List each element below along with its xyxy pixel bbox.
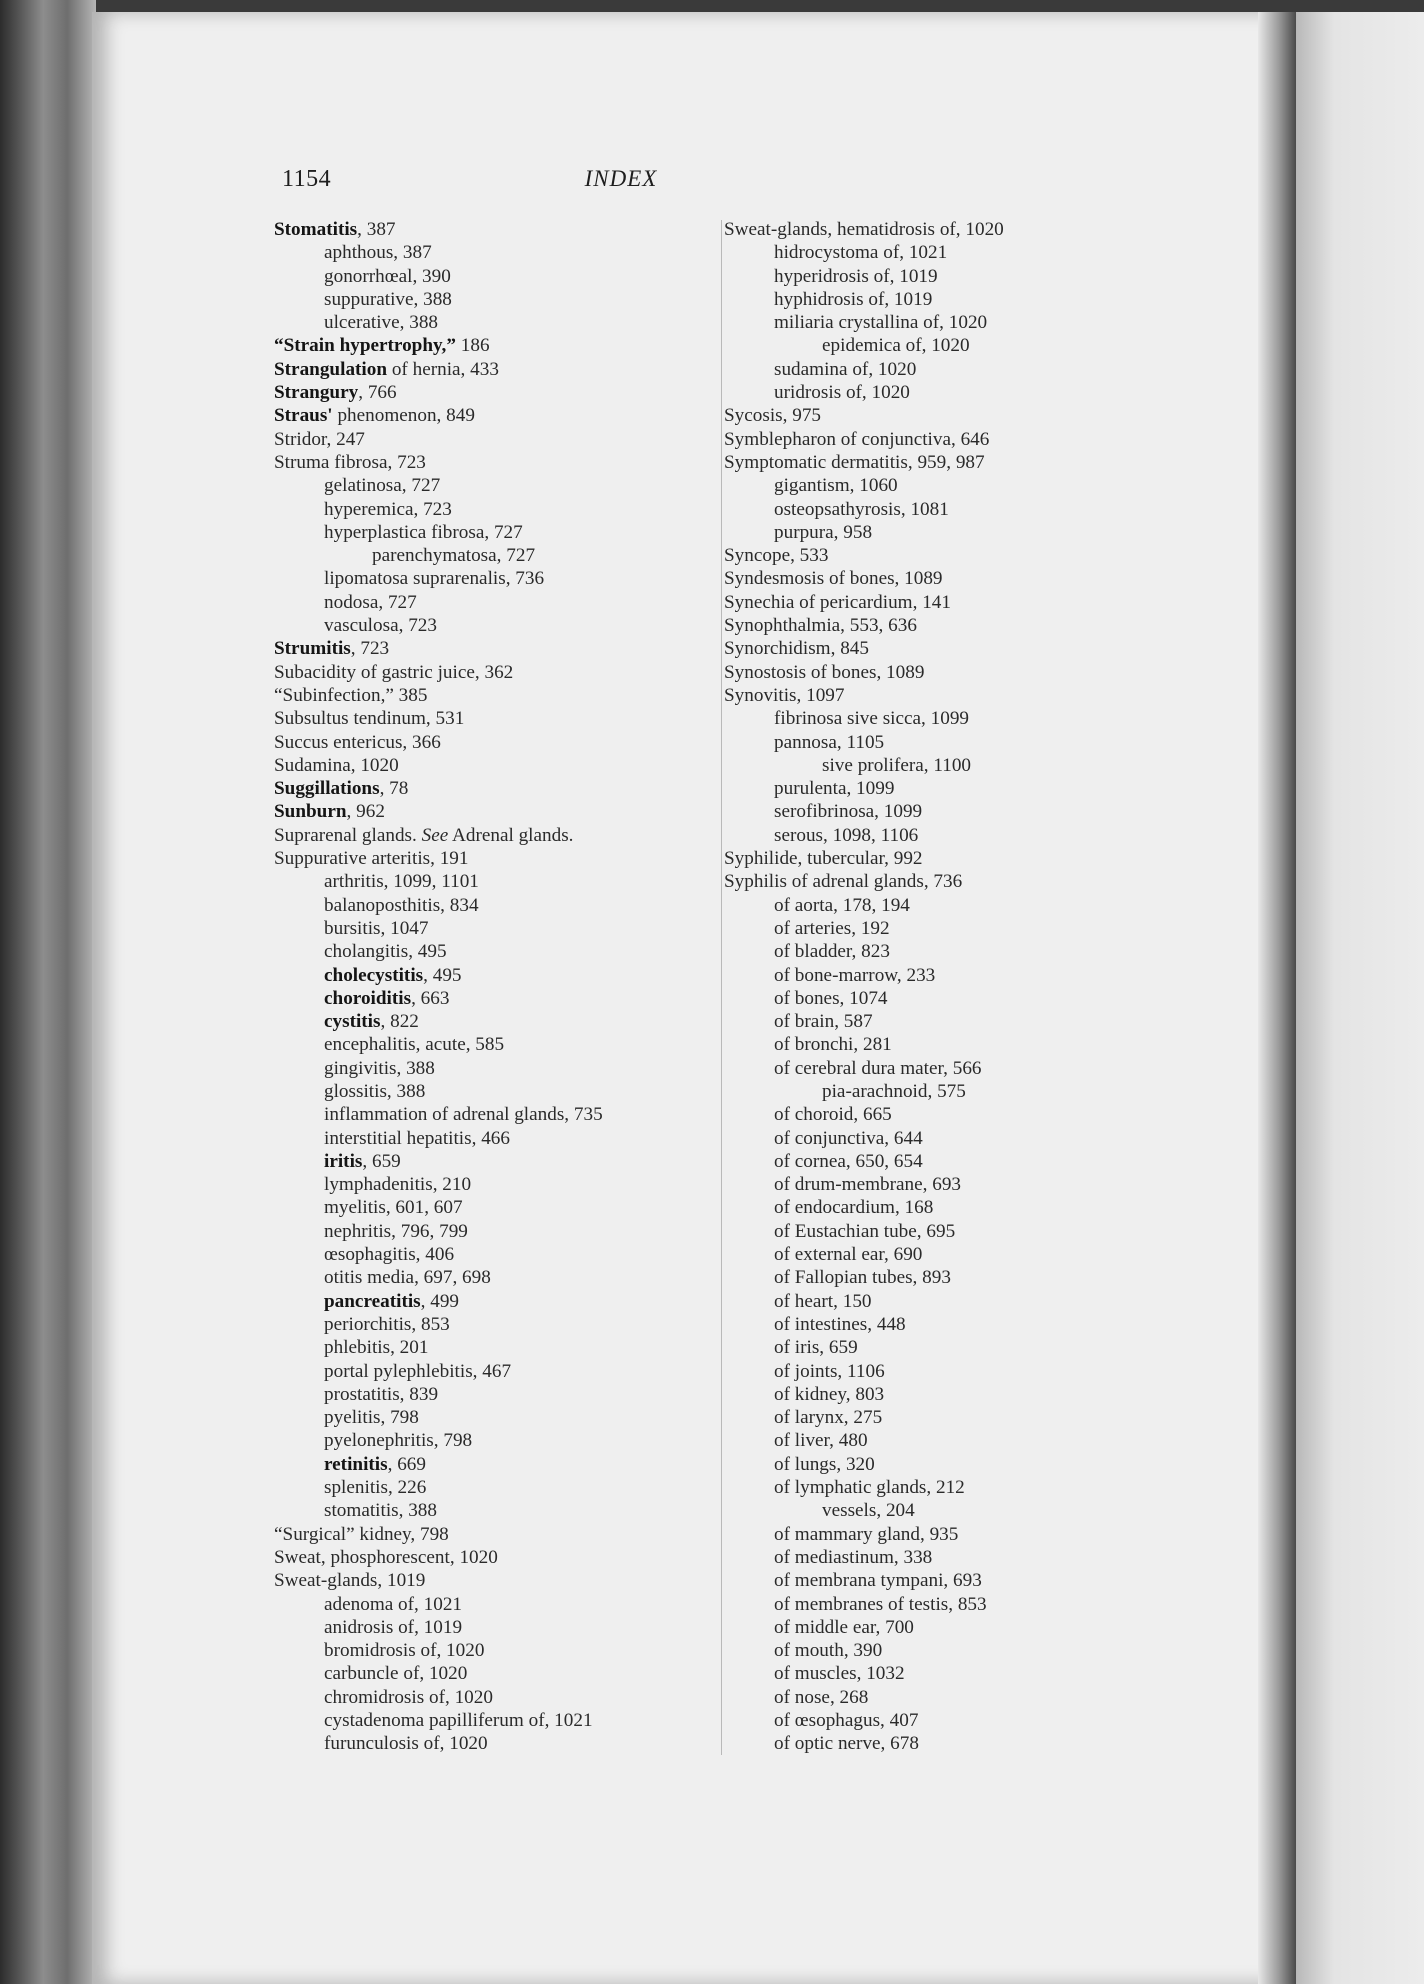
- index-entry-text: phenomenon, 849: [332, 405, 475, 427]
- index-entry-text: nodosa, 727: [324, 591, 417, 613]
- index-entry-text: of choroid, 665: [774, 1104, 892, 1126]
- index-entry: [724, 1033, 1124, 1056]
- index-entry: [274, 777, 714, 800]
- index-entry: [724, 241, 1124, 264]
- index-entry-text: pyelitis, 798: [324, 1407, 419, 1429]
- index-entry-text: uridrosis of, 1020: [774, 382, 910, 404]
- index-entry-text: of joints, 1106: [774, 1360, 885, 1382]
- index-entry-text: of cerebral dura mater, 566: [774, 1057, 982, 1079]
- index-entry: [274, 498, 714, 521]
- index-entry-text: of Fallopian tubes, 893: [774, 1267, 951, 1289]
- index-entry-text: otitis media, 697, 698: [324, 1267, 491, 1289]
- index-entry-heading: Stomatitis: [274, 219, 358, 240]
- index-entry: [274, 451, 714, 474]
- index-entry: [724, 358, 1124, 381]
- index-entry: [724, 964, 1124, 987]
- index-entry: [724, 404, 1124, 427]
- index-entry-text: splenitis, 226: [324, 1477, 427, 1499]
- index-entry: [724, 498, 1124, 521]
- index-entry-heading: pancreatitis: [324, 1290, 421, 1312]
- index-entry-text: stomatitis, 388: [324, 1500, 437, 1522]
- index-entry: [724, 1593, 1124, 1616]
- index-entry-text: of muscles, 1032: [774, 1663, 905, 1685]
- index-entry-text: Syncope, 533: [724, 545, 829, 567]
- index-entry-heading: Sunburn: [274, 801, 347, 823]
- index-entry-text: of membranes of testis, 853: [774, 1593, 987, 1615]
- index-entry-text: lipomatosa suprarenalis, 736: [324, 568, 545, 590]
- index-entry: [274, 917, 714, 940]
- index-entry-text: osteopsathyrosis, 1081: [774, 498, 949, 520]
- index-entry: [724, 218, 1124, 241]
- index-entry: [274, 870, 714, 893]
- index-entry-text: balanoposthitis, 834: [324, 894, 479, 916]
- index-entry: [274, 824, 714, 847]
- index-entry-text: Sweat, phosphorescent, 1020: [274, 1546, 498, 1568]
- index-entry-heading: retinitis: [324, 1453, 388, 1475]
- index-entry: [274, 637, 714, 660]
- index-entry: [724, 451, 1124, 474]
- index-entry-text: of brain, 587: [774, 1011, 873, 1033]
- index-entry-text: Sudamina, 1020: [274, 754, 399, 776]
- index-entry-text: Symptomatic dermatitis, 959, 987: [724, 451, 985, 473]
- index-entry: [274, 358, 714, 381]
- index-entry: [724, 707, 1124, 730]
- index-entry-text: of bladder, 823: [774, 941, 890, 963]
- index-entry-text: Syndesmosis of bones, 1089: [724, 568, 943, 590]
- index-entry-text: of endocardium, 168: [774, 1197, 934, 1219]
- index-entry: [274, 265, 714, 288]
- index-entry-text: cystadenoma papilliferum of, 1021: [324, 1710, 593, 1731]
- index-entry: [724, 1732, 1124, 1755]
- index-entry-text: sudamina of, 1020: [774, 358, 917, 380]
- index-entry-text: Synophthalmia, 553, 636: [724, 615, 917, 637]
- index-entry: [274, 567, 714, 590]
- index-entry-text: glossitis, 388: [324, 1080, 426, 1102]
- index-entry-heading: cystitis: [324, 1011, 381, 1033]
- index-entry-text: of bronchi, 281: [774, 1034, 892, 1056]
- index-entry-text: portal pylephlebitis, 467: [324, 1360, 512, 1382]
- index-entry: [274, 1523, 714, 1546]
- index-entry: [274, 544, 714, 567]
- index-entry: [724, 1686, 1124, 1709]
- index-entry-text: serous, 1098, 1106: [774, 824, 919, 846]
- index-entry: [274, 1383, 714, 1406]
- index-entry: [724, 1196, 1124, 1219]
- index-entry-text: of arteries, 192: [774, 917, 890, 939]
- index-entry: [274, 1546, 714, 1569]
- index-entry-text: , 723: [350, 638, 390, 660]
- index-entry-heading: choroiditis: [324, 987, 412, 1009]
- index-entry-text: purpura, 958: [774, 521, 873, 543]
- index-entry: [274, 334, 714, 357]
- index-entry-text: , 663: [411, 987, 450, 1009]
- index-entry: [724, 1220, 1124, 1243]
- running-head: INDEX: [584, 166, 658, 191]
- index-entry: [724, 1639, 1124, 1662]
- index-entry-text: , 499: [420, 1290, 460, 1312]
- index-entry-text: 186: [455, 335, 490, 357]
- index-entry: [724, 987, 1124, 1010]
- index-entry: [724, 614, 1124, 637]
- index-entry: [274, 1569, 714, 1592]
- index-entry: [274, 1499, 714, 1522]
- index-entry: [724, 1476, 1124, 1499]
- column-rule: [721, 220, 722, 1755]
- page-number: 1154: [282, 166, 332, 192]
- index-entry-text: Subsultus tendinum, 531: [274, 708, 465, 730]
- see-reference: See: [421, 824, 449, 846]
- index-entry-text: of optic nerve, 678: [774, 1733, 919, 1755]
- index-entry-text: of Eustachian tube, 695: [774, 1220, 956, 1242]
- index-entry-text: of nose, 268: [774, 1686, 869, 1708]
- index-entry-heading: Strumitis: [274, 638, 351, 660]
- index-entry: [274, 311, 714, 334]
- index-entry-text: Synostosis of bones, 1089: [724, 661, 925, 683]
- index-entry: [274, 964, 714, 987]
- index-entry: [724, 288, 1124, 311]
- index-entry: [724, 731, 1124, 754]
- index-entry-text: “Subinfection,” 385: [274, 684, 428, 706]
- index-entry: [274, 1220, 714, 1243]
- index-entry-heading: iritis: [324, 1150, 363, 1172]
- index-entry-text: hyperidrosis of, 1019: [774, 265, 938, 287]
- index-entry-text: furunculosis of, 1020: [324, 1733, 488, 1755]
- index-entry: [724, 800, 1124, 823]
- index-entry-text: of conjunctiva, 644: [774, 1127, 923, 1149]
- index-entry: [274, 1593, 714, 1616]
- index-entry-text: of hernia, 433: [387, 358, 499, 380]
- index-entry: [274, 521, 714, 544]
- index-entry-text: interstitial hepatitis, 466: [324, 1127, 510, 1149]
- index-entry-text: Suppurative arteritis, 191: [274, 848, 469, 870]
- index-entry: [724, 777, 1124, 800]
- index-entry-text: of kidney, 803: [774, 1383, 885, 1405]
- index-entry-text: of bone-marrow, 233: [774, 964, 936, 986]
- index-entry-text: bursitis, 1047: [324, 917, 429, 939]
- index-entry-text: Synorchidism, 845: [724, 638, 869, 660]
- index-entry: [724, 1546, 1124, 1569]
- index-entry: [724, 591, 1124, 614]
- index-entry-text: , 659: [362, 1150, 401, 1172]
- index-entry-text: of lungs, 320: [774, 1453, 875, 1475]
- index-entry-text: of intestines, 448: [774, 1313, 906, 1335]
- index-entry: [724, 847, 1124, 870]
- index-entry-text: periorchitis, 853: [324, 1313, 450, 1335]
- index-column-left: [274, 218, 714, 1756]
- index-entry-text: hidrocystoma of, 1021: [774, 242, 948, 264]
- index-entry-heading: cholecystitis: [324, 964, 424, 986]
- index-entry-text: of cornea, 650, 654: [774, 1150, 923, 1172]
- index-entry: [724, 684, 1124, 707]
- index-entry: [274, 1662, 714, 1685]
- index-entry-text: œsophagitis, 406: [324, 1244, 455, 1266]
- index-entry: [274, 1360, 714, 1383]
- index-entry-text: , 387: [357, 219, 396, 240]
- index-entry: [724, 265, 1124, 288]
- index-entry-text: gingivitis, 388: [324, 1057, 435, 1079]
- index-entry: [724, 917, 1124, 940]
- index-entry: [274, 1196, 714, 1219]
- index-entry: [724, 1523, 1124, 1546]
- index-entry: [274, 1709, 714, 1732]
- index-entry-text: , 669: [387, 1453, 426, 1475]
- index-entry-text: of œsophagus, 407: [774, 1710, 919, 1731]
- index-entry: [724, 1150, 1124, 1173]
- index-entry: [274, 707, 714, 730]
- index-entry: [274, 1266, 714, 1289]
- index-entry-text: chromidrosis of, 1020: [324, 1686, 493, 1708]
- index-entry-text: Sweat-glands, 1019: [274, 1570, 426, 1592]
- index-entry: [724, 1569, 1124, 1592]
- index-entry-text: anidrosis of, 1019: [324, 1616, 463, 1638]
- index-entry-text: phlebitis, 201: [324, 1337, 429, 1359]
- index-entry: [274, 1290, 714, 1313]
- index-entry: [274, 1103, 714, 1126]
- index-entry: [724, 1010, 1124, 1033]
- index-entry-text: of middle ear, 700: [774, 1616, 914, 1638]
- index-entry: [724, 1616, 1124, 1639]
- index-entry-text: vasculosa, 723: [324, 615, 437, 637]
- index-entry-text: gonorrhœal, 390: [324, 265, 451, 287]
- index-entry-text: purulenta, 1099: [774, 778, 895, 800]
- index-entry-text: Sycosis, 975: [724, 405, 822, 427]
- index-entry: [724, 894, 1124, 917]
- index-entry: [724, 754, 1124, 777]
- index-entry-text: lymphadenitis, 210: [324, 1174, 472, 1196]
- index-entry: [274, 1732, 714, 1755]
- index-entry: [724, 521, 1124, 544]
- index-entry-text: fibrinosa sive sicca, 1099: [774, 708, 970, 730]
- index-entry-text: epidemica of, 1020: [822, 335, 970, 357]
- index-entry: [724, 870, 1124, 893]
- index-entry-text: nephritis, 796, 799: [324, 1220, 468, 1242]
- index-column-right: [724, 218, 1124, 1756]
- index-entry: [274, 1150, 714, 1173]
- index-entry: [724, 1057, 1124, 1080]
- index-entry: [274, 1686, 714, 1709]
- index-entry: [724, 428, 1124, 451]
- index-entry: [274, 1033, 714, 1056]
- index-entry-text: Sweat-glands, hematidrosis of, 1020: [724, 219, 1004, 240]
- index-entry: [274, 218, 714, 241]
- index-entry: [274, 1127, 714, 1150]
- index-entry-heading: Suggillations: [274, 778, 380, 800]
- index-entry-text: of aorta, 178, 194: [774, 894, 910, 916]
- index-entry: [274, 1429, 714, 1452]
- facing-page-edge: [1296, 12, 1424, 1984]
- index-entry-text: , 495: [423, 964, 462, 986]
- index-entry-text: adenoma of, 1021: [324, 1593, 463, 1615]
- index-entry: [274, 1336, 714, 1359]
- index-entry-text: gelatinosa, 727: [324, 475, 441, 497]
- index-entry: [274, 1406, 714, 1429]
- index-entry: [274, 1010, 714, 1033]
- index-entry-text: , 766: [358, 382, 397, 404]
- index-entry: [274, 1453, 714, 1476]
- index-entry-text: vessels, 204: [822, 1500, 915, 1522]
- index-entry-text: pia-arachnoid, 575: [822, 1080, 966, 1102]
- index-entry-heading: “Strain hypertrophy,”: [274, 335, 456, 357]
- index-entry: [724, 940, 1124, 963]
- index-entry-text: inflammation of adrenal glands, 735: [324, 1104, 603, 1126]
- index-entry: [274, 731, 714, 754]
- index-entry-text: Stridor, 247: [274, 428, 365, 450]
- index-entry-text: of lymphatic glands, 212: [774, 1477, 965, 1499]
- index-entry-text: bromidrosis of, 1020: [324, 1640, 485, 1662]
- index-entry: [724, 1360, 1124, 1383]
- index-entry-text: of mammary gland, 935: [774, 1523, 959, 1545]
- index-entry-text: encephalitis, acute, 585: [324, 1034, 505, 1056]
- index-entry: [724, 1383, 1124, 1406]
- index-entry-text: of drum-membrane, 693: [774, 1174, 962, 1196]
- index-entry: [274, 1057, 714, 1080]
- index-entry: [274, 1616, 714, 1639]
- index-entry-text: miliaria crystallina of, 1020: [774, 312, 988, 334]
- index-entry-text: , 822: [380, 1011, 419, 1033]
- index-entry-text: suppurative, 388: [324, 288, 452, 310]
- index-entry-text: cholangitis, 495: [324, 941, 447, 963]
- index-entry: [274, 1173, 714, 1196]
- index-entry-text: Subacidity of gastric juice, 362: [274, 661, 514, 683]
- index-entry: [724, 381, 1124, 404]
- index-entry: [724, 1103, 1124, 1126]
- index-entry-text: of heart, 150: [774, 1290, 872, 1312]
- index-entry-text: Struma fibrosa, 723: [274, 451, 426, 473]
- book-page-edges: [0, 0, 96, 1984]
- index-entry: [724, 1662, 1124, 1685]
- index-entry-text: pannosa, 1105: [774, 731, 885, 753]
- index-entry-heading: Straus': [274, 405, 333, 427]
- index-entry-text: Suprarenal glands.: [274, 824, 417, 846]
- index-entry: [274, 474, 714, 497]
- index-entry-heading: Strangulation: [274, 358, 388, 380]
- index-entry-text: parenchymatosa, 727: [372, 545, 536, 567]
- index-entry: [274, 1080, 714, 1103]
- index-entry: [724, 311, 1124, 334]
- index-entry: [724, 334, 1124, 357]
- index-entry: [274, 800, 714, 823]
- index-entry: [274, 1476, 714, 1499]
- index-entry: [724, 1406, 1124, 1429]
- index-entry: [724, 1336, 1124, 1359]
- index-entry-text: sive prolifera, 1100: [822, 754, 972, 776]
- index-entry-text: ulcerative, 388: [324, 312, 439, 334]
- index-entry-text: , 962: [346, 801, 385, 823]
- index-entry-text: Syphilis of adrenal glands, 736: [724, 871, 963, 893]
- index-entry-text: , 78: [379, 778, 409, 800]
- index-entry-text: serofibrinosa, 1099: [774, 801, 923, 823]
- index-entry-text: Symblepharon of conjunctiva, 646: [724, 428, 990, 450]
- index-entry-text: of mouth, 390: [774, 1640, 883, 1662]
- index-entry-text: of iris, 659: [774, 1337, 858, 1359]
- index-entry: [274, 661, 714, 684]
- index-entry: [724, 567, 1124, 590]
- index-entry-text: Succus entericus, 366: [274, 731, 441, 753]
- index-entry-text: hyphidrosis of, 1019: [774, 288, 933, 310]
- index-entry: [724, 1173, 1124, 1196]
- index-entry: [724, 1080, 1124, 1103]
- index-entry-text: aphthous, 387: [324, 242, 432, 264]
- index-entry: [274, 987, 714, 1010]
- index-entry: [724, 474, 1124, 497]
- index-entry-text: prostatitis, 839: [324, 1383, 439, 1405]
- index-entry-text: carbuncle of, 1020: [324, 1663, 468, 1685]
- index-entry: [724, 1453, 1124, 1476]
- index-entry: [274, 591, 714, 614]
- index-entry: [724, 824, 1124, 847]
- index-entry-text: of larynx, 275: [774, 1407, 883, 1429]
- index-entry: [274, 1243, 714, 1266]
- index-entry-text: of bones, 1074: [774, 987, 888, 1009]
- index-entry: [274, 614, 714, 637]
- index-entry: [274, 894, 714, 917]
- index-entry: [724, 1709, 1124, 1732]
- index-entry: [724, 544, 1124, 567]
- index-entry-text: of liver, 480: [774, 1430, 868, 1452]
- index-entry: [724, 1290, 1124, 1313]
- index-entry: [274, 684, 714, 707]
- index-entry: [724, 637, 1124, 660]
- see-reference-target: Adrenal glands.: [448, 824, 574, 846]
- index-entry-text: Syphilide, tubercular, 992: [724, 848, 923, 870]
- index-entry: [274, 288, 714, 311]
- index-entry: [724, 1499, 1124, 1522]
- index-entry: [274, 940, 714, 963]
- index-entry: [274, 404, 714, 427]
- index-entry: [724, 661, 1124, 684]
- index-entry-text: pyelonephritis, 798: [324, 1430, 473, 1452]
- index-entry: [274, 428, 714, 451]
- index-entry-text: of membrana tympani, 693: [774, 1570, 982, 1592]
- index-entry-text: of external ear, 690: [774, 1244, 923, 1266]
- index-entry-text: of mediastinum, 338: [774, 1546, 933, 1568]
- index-entry: [274, 847, 714, 870]
- index-entry-text: Synovitis, 1097: [724, 684, 845, 706]
- index-entry: [724, 1313, 1124, 1336]
- index-entry: [724, 1266, 1124, 1289]
- index-entry-text: gigantism, 1060: [774, 475, 898, 497]
- index-entry: [274, 381, 714, 404]
- index-entry-text: Synechia of pericardium, 141: [724, 591, 951, 613]
- index-entry-text: arthritis, 1099, 1101: [324, 871, 479, 893]
- index-entry: [274, 754, 714, 777]
- index-entry-text: myelitis, 601, 607: [324, 1197, 463, 1219]
- book-gutter: [1258, 12, 1296, 1984]
- page-header: [282, 166, 760, 196]
- index-entry-text: “Surgical” kidney, 798: [274, 1523, 449, 1545]
- index-entry: [724, 1127, 1124, 1150]
- index-entry-text: hyperemica, 723: [324, 498, 452, 520]
- index-entry-heading: Strangury: [274, 382, 359, 404]
- index-entry: [274, 1639, 714, 1662]
- index-entry-text: hyperplastica fibrosa, 727: [324, 521, 523, 543]
- index-entry: [274, 241, 714, 264]
- index-entry: [274, 1313, 714, 1336]
- index-entry: [724, 1243, 1124, 1266]
- index-entry: [724, 1429, 1124, 1452]
